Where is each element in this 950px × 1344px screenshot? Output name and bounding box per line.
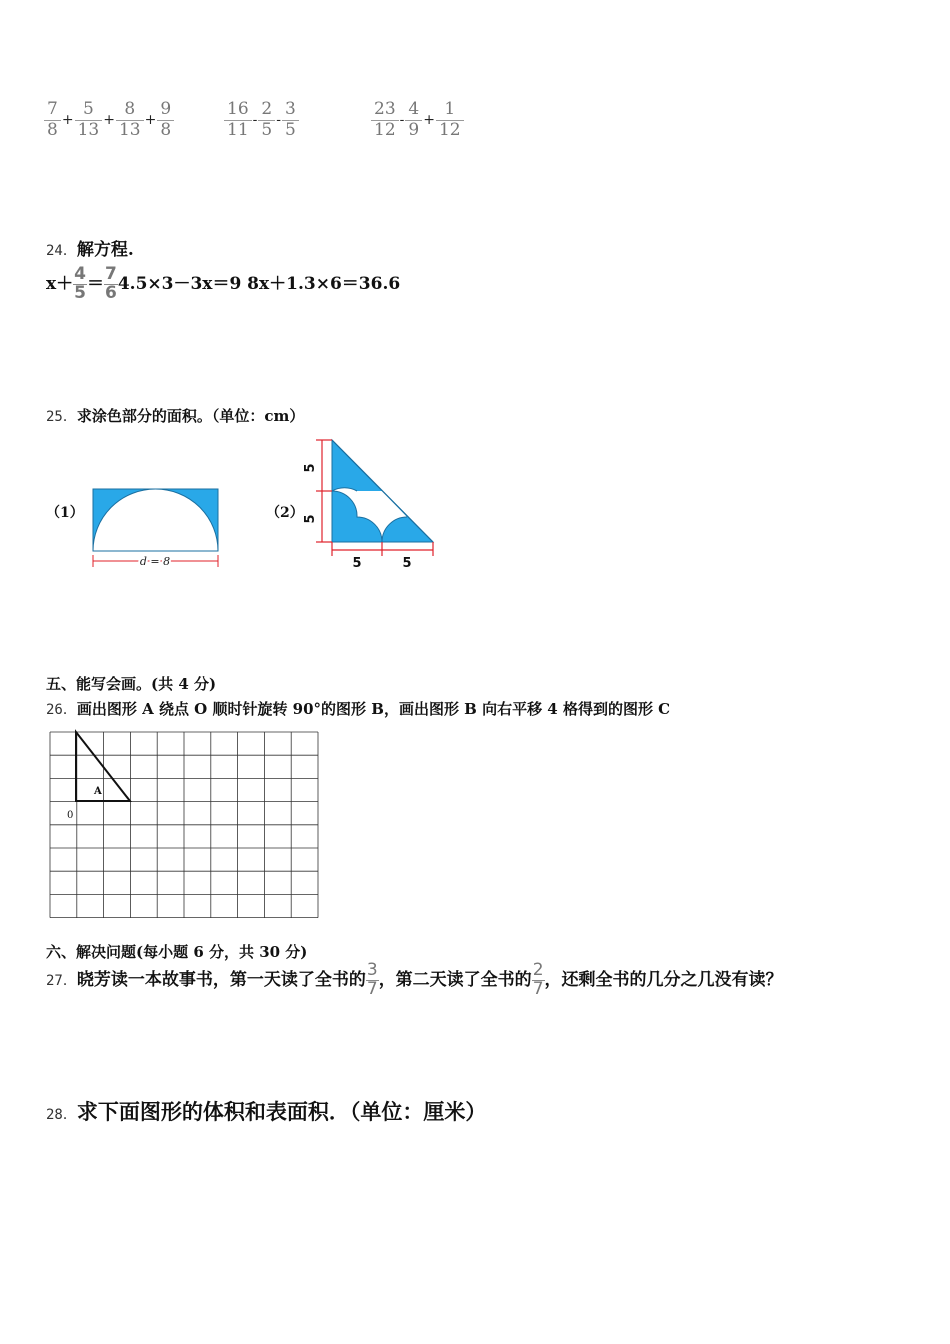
question-26-heading: 26．画出图形 A 绕点 O 顺时针旋转 90°的图形 B，画出图形 B 向右平移 4 格得到的图形 C: [46, 700, 671, 718]
question-28: 28．求下面图形的体积和表面积．（单位：厘米）: [46, 1099, 487, 1124]
expression-2: $\frac{16}{11}$ - $\frac{2}{5}$ - $\frac{3}{5}$: [224, 100, 299, 140]
fraction: $\frac{2}{7}$: [532, 960, 544, 999]
question-24-heading: 24．解方程.: [46, 240, 134, 260]
expression-3: $\frac{23}{12}$ - $\frac{4}{9}$ + $\frac{1}{12}$: [371, 100, 464, 140]
expression-1: $\frac{7}{8}$ + $\frac{5}{13}$ + $\frac{8}{13}$ + $\frac{9}{8}$: [44, 100, 174, 140]
rotation-grid: [48, 728, 322, 920]
shape-a-label: A: [94, 786, 102, 797]
fraction: $\frac{23}{12}$: [371, 100, 399, 140]
fraction: $\frac{4}{5}$: [74, 264, 86, 303]
calc-row: [44, 100, 504, 152]
point-o-label: 0: [67, 810, 74, 821]
dimension-label: 5: [352, 556, 362, 571]
fraction: $\frac{3}{5}$: [282, 100, 299, 140]
fraction: $\frac{9}{8}$: [157, 100, 174, 140]
fraction: $\frac{8}{13}$: [116, 100, 144, 140]
section-6-title: 六、解决问题(每小题 6 分，共 30 分): [46, 943, 308, 961]
fraction: $\frac{2}{5}$: [258, 100, 275, 140]
figure-1-rectangle-semicircle: [86, 484, 226, 574]
figure-2-label: （2）: [266, 505, 304, 521]
figure-2-triangle-arcs: [302, 434, 442, 574]
section-5-title: 五、能写会画。(共 4 分): [46, 675, 217, 693]
figure-1-label: （1）: [46, 505, 84, 521]
fraction: $\frac{7}{8}$: [44, 100, 61, 140]
shape-a: [76, 732, 130, 801]
fraction: $\frac{1}{12}$: [436, 100, 464, 140]
diameter-label: d = 8: [139, 555, 171, 568]
grid-lines: [50, 732, 318, 918]
question-27: 27．晓芳读一本故事书，第一天读了全书的 $\frac{3}{7}$ ，第二天读了全书的 $\frac{2}{7}$ ，还剩全书的几分之几没有读？: [46, 960, 783, 999]
fraction: $\frac{16}{11}$: [224, 100, 252, 140]
fraction: $\frac{5}{13}$: [75, 100, 103, 140]
dimension-label: 5: [402, 556, 412, 571]
dimension-label: 5: [303, 463, 318, 473]
fraction: $\frac{3}{7}$: [366, 960, 378, 999]
question-24-equations: x＋ $\frac{4}{5}$ ＝ $\frac{7}{6}$ 4.5×3－3x＝9 8x＋1.3×6＝36.6: [46, 264, 401, 303]
question-25-heading: 25．求涂色部分的面积。（单位：cm）: [46, 407, 305, 425]
fraction: $\frac{7}{6}$: [104, 264, 117, 303]
fraction: $\frac{4}{9}$: [405, 100, 422, 140]
dimension-label: 5: [303, 514, 318, 524]
